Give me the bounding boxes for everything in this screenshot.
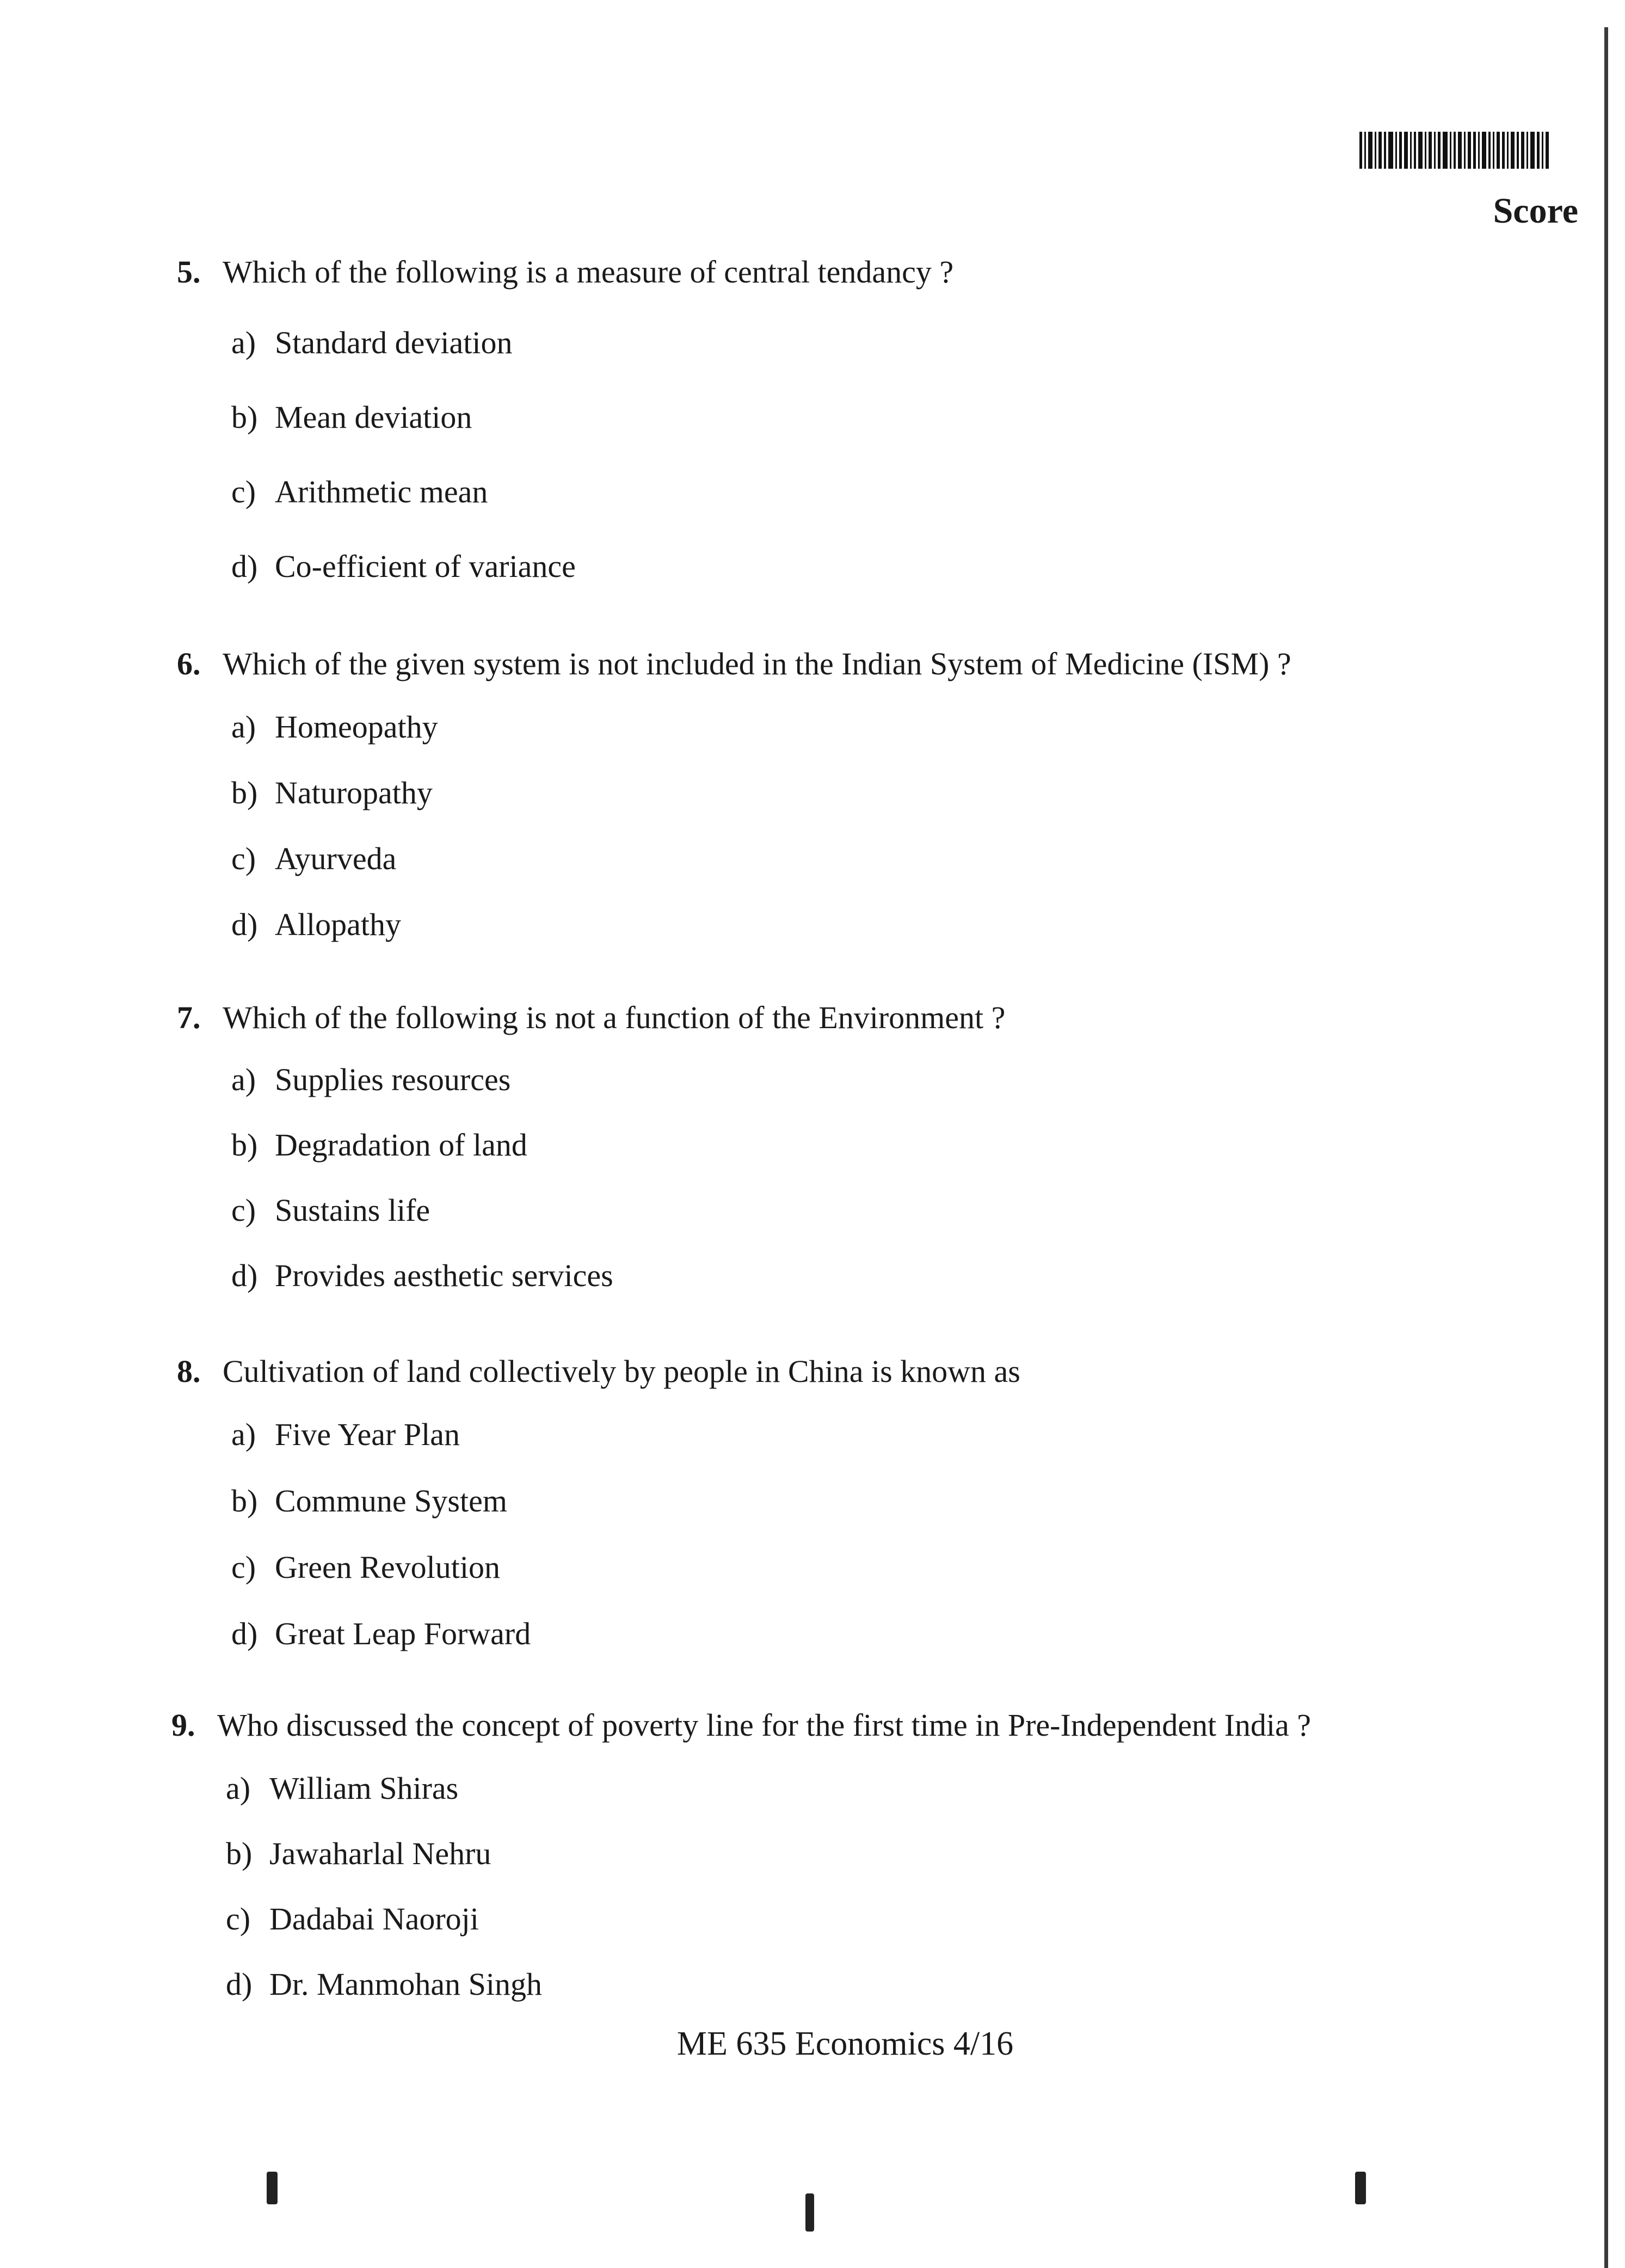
- page-edge: [1604, 27, 1608, 2268]
- option-list: [231, 321, 1462, 619]
- question-number: 7.: [177, 1000, 201, 1035]
- option-key: d): [226, 1966, 253, 2002]
- option-d: [231, 1612, 1462, 1679]
- option-text: Supplies resources: [275, 1062, 511, 1097]
- question-8: [177, 1350, 1462, 1679]
- question-text: Cultivation of land collectively by people in China is known as: [223, 1354, 1020, 1389]
- question-text-line: [177, 1350, 1462, 1393]
- option-c: [231, 837, 1462, 903]
- option-d: [231, 545, 1462, 619]
- page-footer: ME 635 Economics 4/16: [676, 2025, 1014, 2062]
- option-d: [231, 1254, 1462, 1319]
- option-key: a): [231, 325, 256, 360]
- option-text: Jawaharlal Nehru: [269, 1836, 491, 1871]
- question-number: 6.: [177, 646, 201, 681]
- question-number: 9.: [171, 1707, 195, 1743]
- option-key: c): [231, 841, 256, 876]
- option-a: [231, 1058, 1462, 1123]
- option-text: Naturopathy: [275, 775, 433, 810]
- option-text: Sustains life: [275, 1193, 430, 1228]
- question-text: Which of the following is a measure of central tendancy ?: [223, 254, 954, 290]
- barcode: [1359, 132, 1566, 169]
- binding-mark-right: [1355, 2172, 1366, 2204]
- option-text: Dr. Manmohan Singh: [269, 1966, 543, 2002]
- option-list: [231, 1413, 1462, 1679]
- binding-mark-center: [805, 2193, 814, 2232]
- option-text: Provides aesthetic services: [275, 1258, 613, 1293]
- option-text: Mean deviation: [275, 399, 472, 435]
- option-key: c): [226, 1901, 251, 1937]
- question-5: [177, 250, 1462, 619]
- question-number: 8.: [177, 1354, 201, 1389]
- option-b: [231, 396, 1462, 470]
- option-key: a): [226, 1771, 251, 1806]
- option-key: c): [231, 1550, 256, 1585]
- option-key: c): [231, 1193, 256, 1228]
- option-key: b): [231, 399, 258, 435]
- question-text: Which of the given system is not included in the Indian System of Medicine (ISM) ?: [223, 646, 1291, 681]
- option-key: d): [231, 907, 258, 942]
- option-a: [226, 1767, 1462, 1832]
- question-text: Which of the following is not a function of the Environment ?: [223, 1000, 1006, 1035]
- option-c: [226, 1897, 1462, 1963]
- score-label: Score: [1493, 191, 1578, 231]
- question-9: [171, 1704, 1462, 2028]
- option-text: Homeopathy: [275, 709, 438, 745]
- option-b: [226, 1832, 1462, 1897]
- option-key: b): [231, 1483, 258, 1519]
- question-6: [177, 642, 1462, 969]
- option-a: [231, 705, 1462, 771]
- option-text: William Shiras: [269, 1771, 459, 1806]
- option-text: Green Revolution: [275, 1550, 500, 1585]
- binding-mark-left: [267, 2172, 278, 2204]
- option-b: [231, 771, 1462, 837]
- question-text-line: [171, 1704, 1462, 1747]
- option-d: [226, 1963, 1462, 2028]
- option-key: a): [231, 1062, 256, 1097]
- option-text: Standard deviation: [275, 325, 513, 360]
- option-list: [231, 1058, 1462, 1319]
- option-text: Five Year Plan: [275, 1417, 460, 1452]
- option-c: [231, 470, 1462, 545]
- option-text: Great Leap Forward: [275, 1616, 531, 1651]
- option-list: [226, 1767, 1462, 2028]
- option-key: d): [231, 549, 258, 584]
- question-text-line: [177, 642, 1462, 686]
- option-list: [231, 705, 1462, 969]
- option-text: Degradation of land: [275, 1127, 527, 1163]
- option-c: [231, 1189, 1462, 1254]
- option-text: Allopathy: [275, 907, 401, 942]
- option-text: Arithmetic mean: [275, 474, 488, 509]
- option-key: b): [226, 1836, 253, 1871]
- option-d: [231, 903, 1462, 969]
- option-text: Ayurveda: [275, 841, 397, 876]
- option-b: [231, 1479, 1462, 1546]
- option-key: d): [231, 1616, 258, 1651]
- question-7: [177, 996, 1462, 1319]
- option-text: Dadabai Naoroji: [269, 1901, 479, 1937]
- option-key: a): [231, 1417, 256, 1452]
- option-a: [231, 1413, 1462, 1479]
- question-text-line: [177, 996, 1462, 1040]
- option-b: [231, 1123, 1462, 1189]
- option-text: Co-efficient of variance: [275, 549, 576, 584]
- option-c: [231, 1546, 1462, 1612]
- question-number: 5.: [177, 254, 201, 290]
- option-key: c): [231, 474, 256, 509]
- question-text: Who discussed the concept of poverty line for the first time in Pre-Independent India ?: [217, 1707, 1312, 1743]
- option-a: [231, 321, 1462, 396]
- option-key: b): [231, 1127, 258, 1163]
- option-key: b): [231, 775, 258, 810]
- option-text: Commune System: [275, 1483, 507, 1519]
- question-text-line: [177, 250, 1462, 294]
- option-key: a): [231, 709, 256, 745]
- option-key: d): [231, 1258, 258, 1293]
